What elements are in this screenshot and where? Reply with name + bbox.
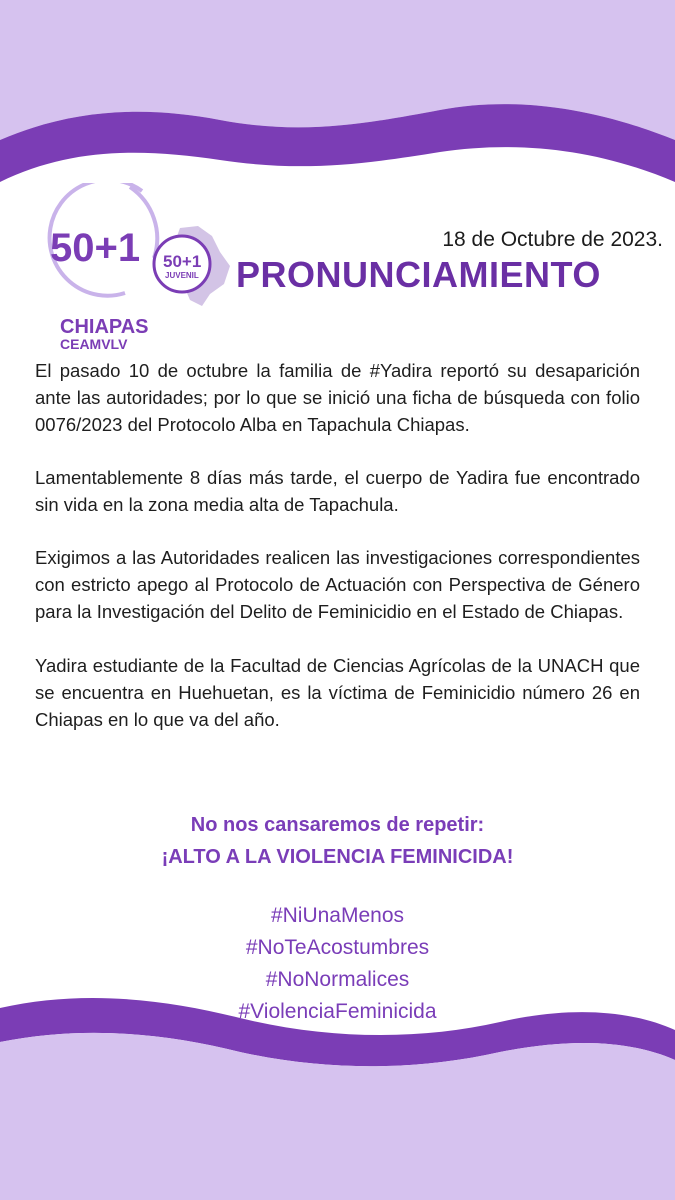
juvenil-number: 50+1 <box>163 252 202 271</box>
top-wave-decoration <box>0 0 675 190</box>
logo-main-org: CEAMVLV <box>60 336 128 352</box>
juvenil-label: JUVENIL <box>165 271 199 280</box>
paragraph: Lamentablemente 8 días más tarde, el cuerpo de Yadira fue encontrado sin vida en la zona media alta de Tapachula. <box>35 466 640 515</box>
logo-main-region: CHIAPAS <box>60 316 149 338</box>
hashtag: #NoTeAcostumbres <box>245 936 430 959</box>
statement-body <box>35 357 640 758</box>
logo-main-number: 50+1 <box>50 226 141 270</box>
page-title: PRONUNCIAMIENTO <box>236 254 601 295</box>
hashtag: #NoNormalices <box>265 968 410 991</box>
logo-50mas1-juvenil <box>150 222 232 308</box>
hashtag: #NiUnaMenos <box>270 904 405 927</box>
logo-50mas1-chiapas <box>30 183 160 353</box>
slogan-line-2: ¡ALTO A LA VIOLENCIA FEMINICIDA! <box>161 846 514 868</box>
paragraph: Exigimos a las Autoridades realicen las investigaciones correspondientes con estricto apego al Protocolo de Actuación con Perspectiva de Género para la Investigación del Delito de Feminicidio en el Estado de Chiapas. <box>35 547 640 623</box>
slogan <box>0 809 675 873</box>
bottom-wave-decoration <box>0 990 675 1200</box>
date: 18 de Octubre de 2023. <box>442 228 663 251</box>
paragraph: Yadira estudiante de la Facultad de Ciencias Agrícolas de la UNACH que se encuentra en Huehuetan, es la víctima de Feminicidio número 26 en Chiapas en lo que va del año. <box>35 654 640 731</box>
hashtag: #ViolenciaFeminicida <box>238 1000 437 1023</box>
paragraph: El pasado 10 de octubre la familia de #Yadira reportó su desaparición ante las autoridades; por lo que se inició una ficha de búsqueda con folio 0076/2023 del Protocolo Alba en Tapachula Chiapas. <box>35 360 640 436</box>
slogan-line-1: No nos cansaremos de repetir: <box>190 814 485 836</box>
